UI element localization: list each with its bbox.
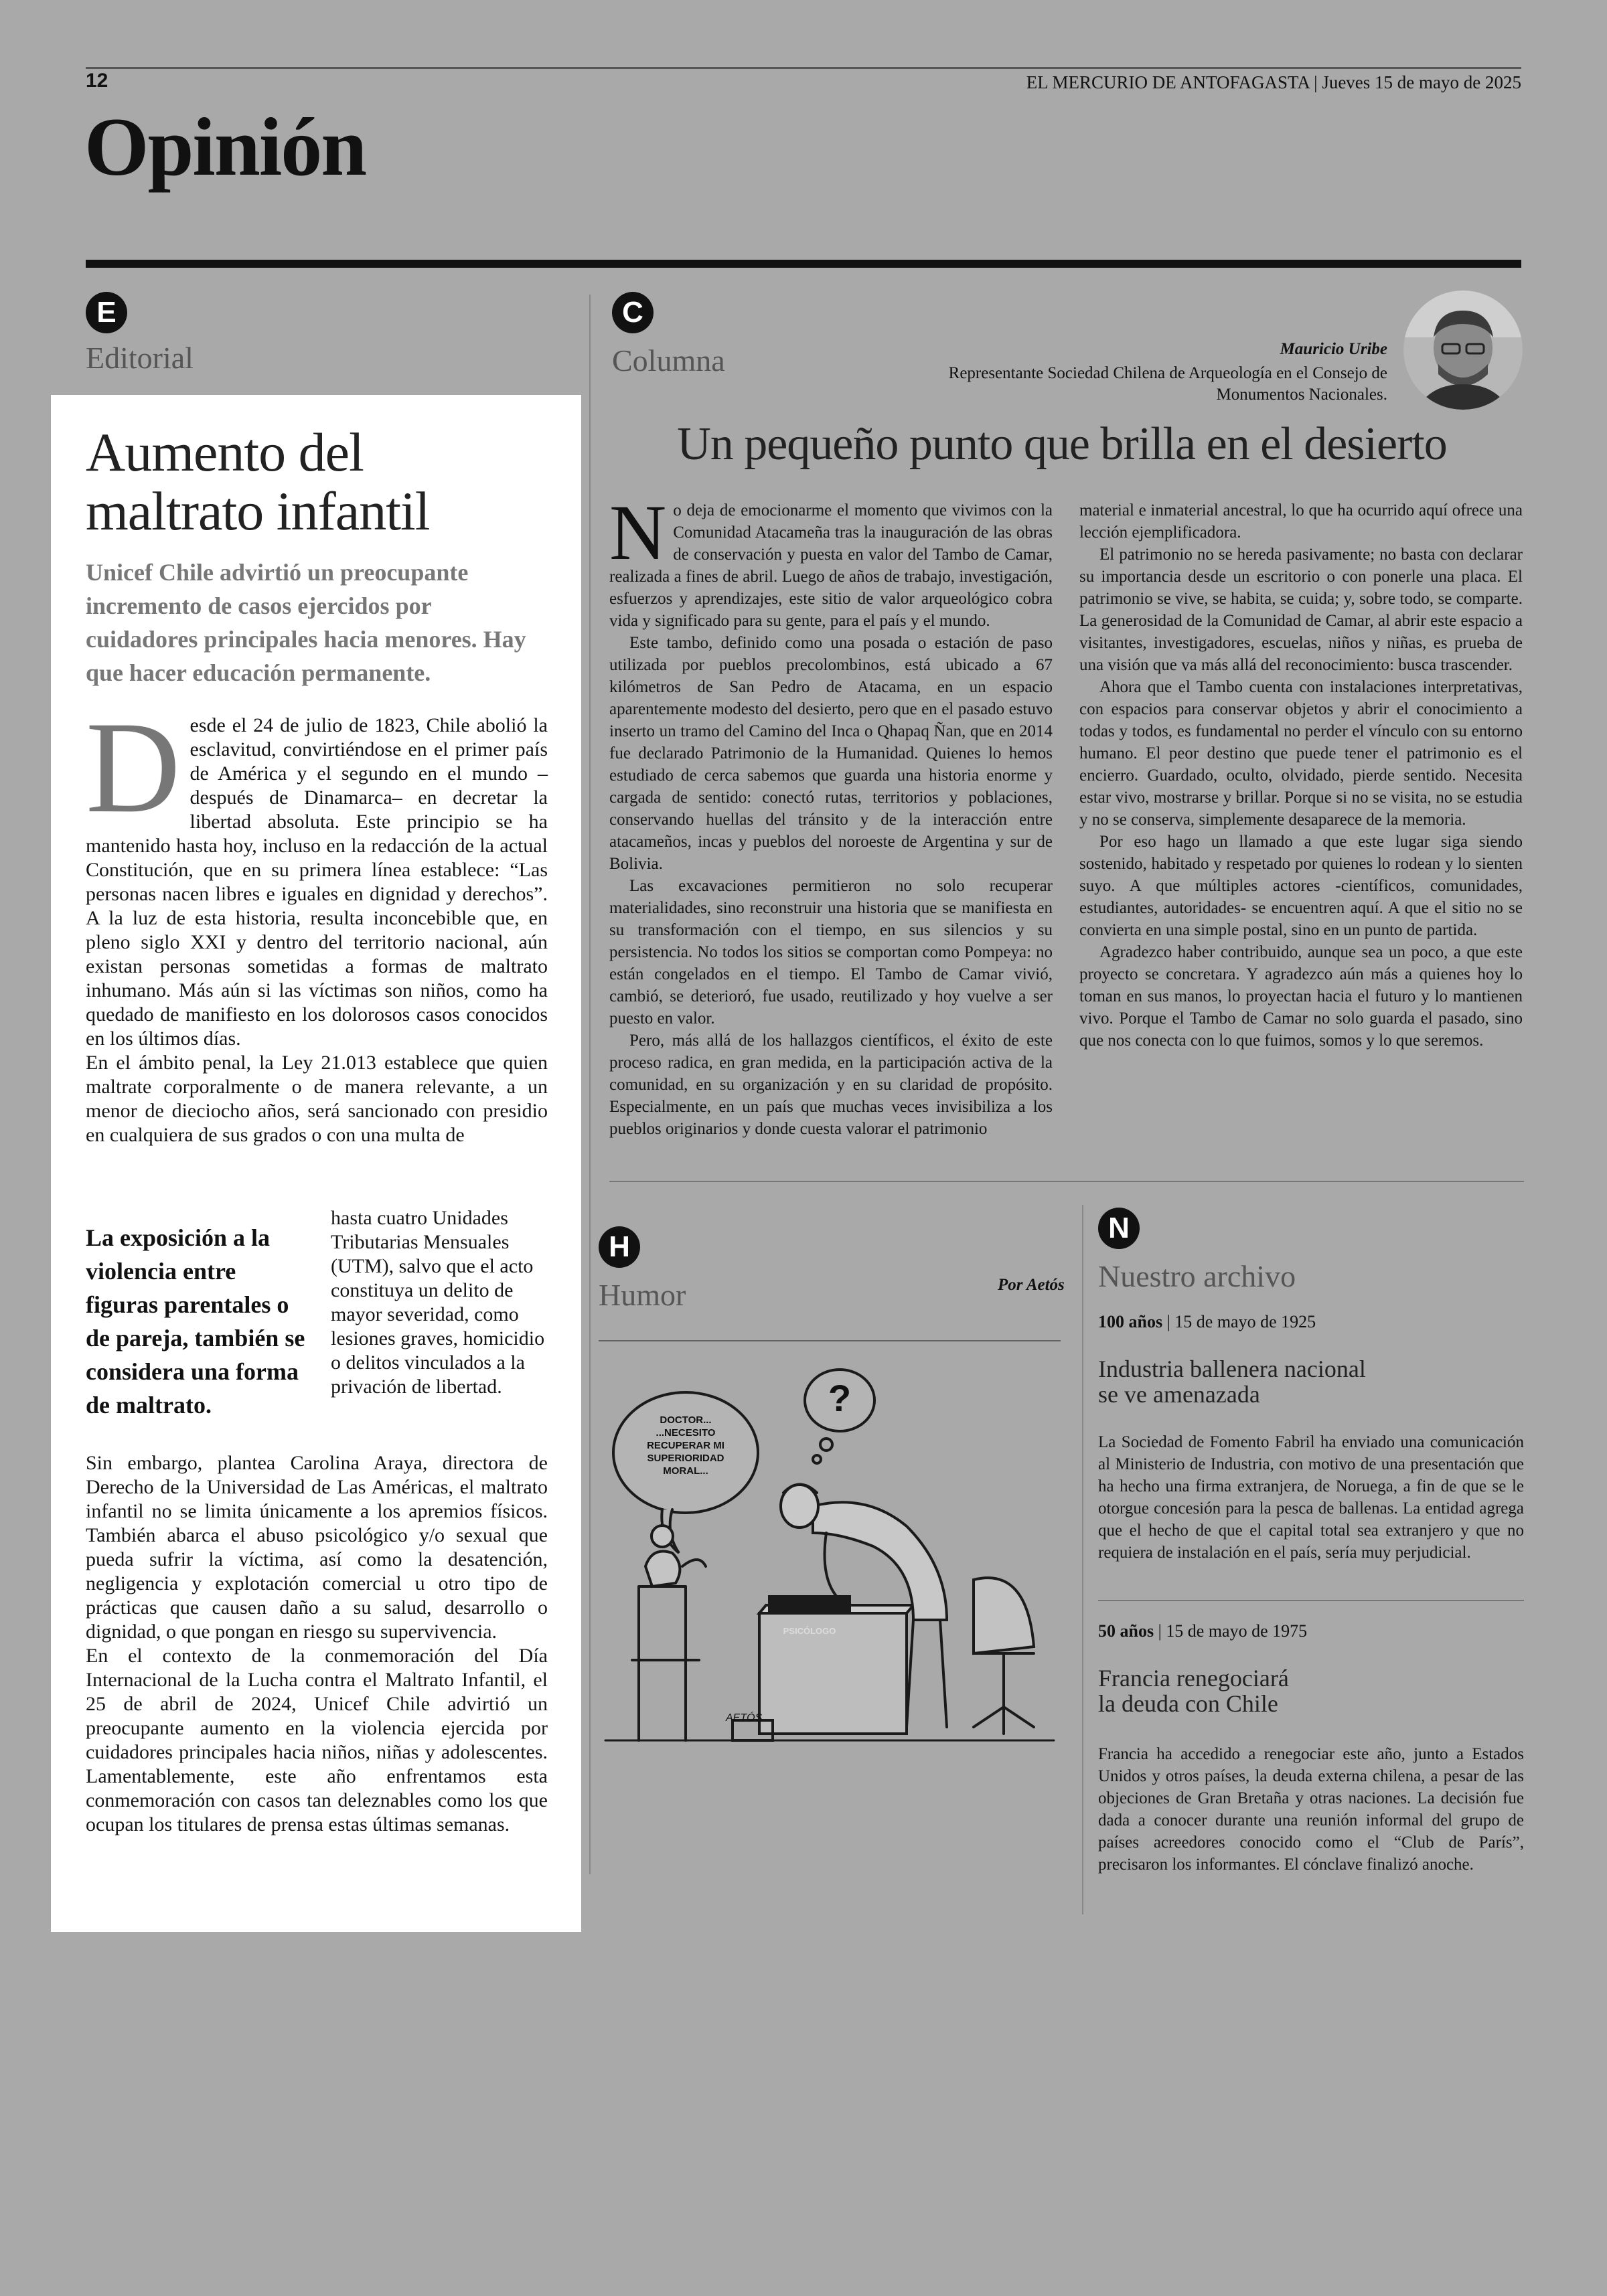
separator: | (1309, 72, 1322, 92)
archive-label: Nuestro archivo (1098, 1259, 1296, 1293)
column-right-paragraph-1: El patrimonio no se hereda pasivamente; no basta con declarar su importancia desde un escritorio o con ponerle una placa. El patrimonio se vive, se habita, se cuida; y, sobre todo, se comparte. La generosidad de la Comunidad de Camar, al abrir este espacio a visitantes, investigadores, escuelas, niños y niñas, es prueba de una visión que va más allá del reconocimiento: busca trascender. (1079, 546, 1523, 674)
editorial-deck: Unicef Chile advirtió un preocupante incremento de casos ejercidos por cuidadores principales hacia menores. Hay que hacer educación permanente. (86, 559, 526, 686)
cartoon-desk-sign: PSICÓLOGO (783, 1626, 836, 1636)
humor-rule (599, 1340, 1061, 1341)
section-title: Opinión (84, 101, 366, 193)
archive-item-2 (1098, 1620, 1524, 1876)
column-headline: Un pequeño punto que brilla en el desierto (677, 418, 1447, 470)
column-left-paragraph-2: Este tambo, definido como una posada o estación de paso utilizada por pueblos precolombinos, está ubicado a 67 kilómetros de San Pedro de Atacama, en un espacio aparentemente modesto del desierto, pero que en el pasado estuvo inserto un tramo del Camino del Inca o Qhapaq Ñan, que en 2014 fue declarado Patrimonio de la Humanidad. Quienes lo hemos estudiado de cerca sabemos que guarda una historia enorme y cargada de sentido: conectó rutas, territorios y poblaciones, conservando huellas del tránsito y de la interacción entre atacameños, incas y pueblos del noroeste de Argentina y sur de Bolivia. (609, 634, 1053, 873)
column-right-paragraph-2: Ahora que el Tambo cuenta con instalaciones interpretativas, con espacios para conservar objetos y abrir el conocimiento a todas y todos, es fundamental no perder el vínculo con su entorno humano. El peor destino que puede tener el patrimonio es el encierro. Guardado, oculto, olvidado, pierde sentido. Necesita estar vivo, mostrarse y brillar. Porque si no se visita, no se estudia y no se conserva, simplemente desaparece de la memoria. (1079, 678, 1523, 829)
archive-item-1-headline-line-1: Industria ballenera nacional (1098, 1356, 1366, 1382)
archive-item-2-years: 50 años (1098, 1621, 1154, 1641)
masthead: EL MERCURIO DE ANTOFAGASTA (1026, 72, 1310, 92)
column-right-paragraph-4: Agradezco haber contribuido, aunque sea un poco, a que este proyecto se concretara. Y agradezco aún más a quienes hoy lo toman en sus manos, lo proyectan hacia el futuro y lo mantienen vivo. Porque el Tambo de Camar no solo guarda el pasado, sino que nos conecta con lo que fuimos, somos y lo que seremos. (1079, 943, 1523, 1050)
archive-item-2-headline-line-1: Francia renegociará (1098, 1665, 1289, 1692)
editorial-paragraph-1: esde el 24 de julio de 1823, Chile abolió la esclavitud, convirtiéndose en el primer país de América y el segundo en el mundo –después de Dinamarca– en decretar la libertad absoluta. Este principio se ha mantenido hasta hoy, incluso en la redacción de la actual Constitución, que en su primera línea establece: “Las personas nacen libres e iguales en dignidad y derechos”. A la luz de esta historia, resulta inconcebible que, en pleno siglo XXI y dentro del territorio nacional, aún existan personas sometidas a formas de maltrato inhumano. Más aún si las víctimas son niños, como ha quedado de manifiesto en los dolorosos casos conocidos en los últimos días. (86, 714, 548, 1050)
top-rule (86, 67, 1521, 69)
archive-badge: N (1098, 1208, 1140, 1249)
archive-item-2-headline (1098, 1665, 1524, 1716)
archive-item-2-headline-line-2: la deuda con Chile (1098, 1690, 1278, 1717)
archive-divider (1082, 1205, 1083, 1914)
editorial-paragraph-2: En el ámbito penal, la Ley 21.013 establece que quien maltrate corporalmente o de manera relevante, a un menor de dieciocho años, será sancionado con presidio en cualquiera de sus grados o con una multa de (86, 1052, 548, 1146)
column-right-first: material e inmaterial ancestral, lo que ha ocurrido aquí ofrece una lección ejemplificadora. (1079, 501, 1523, 542)
editorial-paragraph-4: En el contexto de la conmemoración del Día Internacional de la Lucha contra el Maltrato Infantil, el 25 de abril de 2024, Unicef Chile advirtió un preocupante aumento en la violencia ejercida por cuidadores principales hacia niños, niñas y adolescentes. Lamentablemente, este año enfrentamos esta conmemoración con casos tan deleznables como los que ocupan los titulares de prensa estas últimas semanas. (86, 1645, 548, 1835)
humor-badge: H (599, 1226, 640, 1268)
humor-cartoon (599, 1366, 1061, 1754)
editorial-paragraph-2-cont: hasta cuatro Unidades Tributarias Mensuales (UTM), salvo que el acto constituya un delito de mayor severidad, como lesiones graves, homicidio o delitos vinculados a la privación de libertad. (331, 1207, 545, 1398)
archive-item-1 (1098, 1311, 1524, 1564)
editorial-badge: E (86, 292, 127, 333)
header-thick-rule (86, 260, 1521, 268)
archive-item-2-date: 15 de mayo de 1975 (1166, 1621, 1308, 1641)
cartoon-speech (625, 1414, 746, 1477)
column-bottom-rule (609, 1181, 1524, 1182)
editorial-label: Editorial (86, 341, 194, 375)
bubble-line-3: RECUPERAR MI (647, 1440, 724, 1451)
author-portrait-icon (1403, 291, 1523, 410)
editorial-headline (86, 423, 568, 541)
column-col-left (609, 489, 1053, 1140)
archive-item-2-body: Francia ha accedido a renegociar este año, junto a Estados Unidos y otros países, la deuda externa chilena, a pesar de las objeciones de Gran Bretaña y otras naciones. La decisión fue dada a conocer durante una reunión informal del grupo de países acreedores conocido como el “Club de París”, precisaron los informantes. El cónclave finalizó anoche. (1098, 1745, 1524, 1874)
column-right-paragraph-3: Por eso hago un llamado a que este lugar siga siendo sostenido, habitado y respetado por quienes lo rodean y lo sienten suyo. A que múltiples actores -científicos, comunidades, estudiantes, autoridades- se encuentren aquí. A que el sitio no se convierta en una simple postal, sino en un punto de partida. (1079, 833, 1523, 939)
editorial-body-bottom (86, 1451, 548, 1837)
editorial-box (51, 395, 581, 1932)
column-dropcap: N (609, 489, 667, 576)
masthead-date (1026, 72, 1521, 93)
column-col-right (1079, 499, 1523, 1052)
column-left-paragraph-4: Pero, más allá de los hallazgos científicos, el éxito de este proceso radica, en gran medida, en la participación activa de la comunidad, en su organización y en su claridad de propósito. Especialmente, en un país que muchas veces invisibiliza a los pueblos originarios y donde cuesta valorar el patrimonio (609, 1032, 1053, 1138)
cartoon-thought-mark: ? (828, 1377, 852, 1419)
cartoon-signature: AETÓS (726, 1712, 763, 1724)
headline-line-2: maltrato infantil (86, 481, 430, 542)
humor-byline: Por Aetós (998, 1276, 1065, 1294)
archive-item-1-body: La Sociedad de Fomento Fabril ha enviado una comunicación al Ministerio de Industria, con motivo de una presentación que ha hecho una firma extranjera, de Noruega, a fin de que se le otorgue concesión para la pesca de ballenas. La entidad agrega que el hecho de que el capital total sea extranjero y que no requiera de instalación en el país, sería muy perjudicial. (1098, 1433, 1524, 1562)
bubble-line-2: ...NECESITO (656, 1427, 716, 1439)
separator: | (1154, 1621, 1166, 1641)
headline-line-1: Aumento del (86, 422, 364, 483)
bubble-line-4: SUPERIORIDAD (647, 1453, 724, 1464)
column-author: Mauricio Uribe (1280, 340, 1387, 358)
column-left-paragraph-1: o deja de emocionarme el momento que vivimos con la Comunidad Atacameña tras la inauguración de las obras de conservación y puesta en valor del Tambo de Camar, realizada a fines de abril. Luego de años de trabajo, investigación, esfuerzos y aprendizajes, este sitio de valor arqueológico cobra vida y significado para su gente, para el país y el mundo. (609, 501, 1053, 630)
editorial-dropcap: D (86, 695, 181, 840)
author-photo (1403, 291, 1523, 410)
editorial-body-mid (331, 1206, 548, 1399)
page-number: 12 (86, 70, 108, 92)
bubble-line-5: MORAL... (663, 1465, 708, 1477)
editorial-body-top (86, 695, 548, 1147)
archive-item-1-headline (1098, 1356, 1524, 1407)
column-author-role: Representante Sociedad Chilena de Arqueología en el Consejo de Monumentos Nacionales. (948, 364, 1387, 404)
column-badge: C (612, 292, 654, 333)
archive-item-1-years: 100 años (1098, 1312, 1163, 1331)
column-divider (589, 295, 591, 1874)
archive-separator (1098, 1600, 1524, 1601)
editorial-paragraph-3: Sin embargo, plantea Carolina Araya, directora de Derecho de la Universidad de Las Américas, el maltrato infantil no se limita únicamente a los apremios físicos. También abarca el abuso psicológico y/o sexual que pueda sufrir la víctima, así como la desatención, negligencia y explotación comercial u otro tipo de prácticas que causen daño a su salud, desarrollo o dignidad, o que pongan en riesgo su supervivencia. (86, 1452, 548, 1643)
column-label: Columna (612, 343, 725, 378)
editorial-pullquote: La exposición a la violencia entre figuras parentales o de pareja, también se considera una forma de maltrato. (86, 1224, 305, 1418)
archive-item-2-dateline (1098, 1620, 1524, 1643)
column-left-paragraph-3: Las excavaciones permitieron no solo recuperar materialidades, sino reconstruir una historia que se manifiesta en su transformación con el tiempo, en sus silencios y su persistencia. No todos los sitios se comportan como Pompeya: no están congelados en el tiempo. El Tambo de Camar vivió, cambió, se deterioró, fue usado, reutilizado y hoy vuelve a ser puesto en valor. (609, 877, 1053, 1028)
archive-item-1-date: 15 de mayo de 1925 (1174, 1312, 1316, 1331)
archive-item-1-dateline (1098, 1311, 1524, 1333)
humor-label: Humor (599, 1278, 686, 1312)
separator: | (1162, 1312, 1175, 1331)
bubble-line-1: DOCTOR... (660, 1414, 712, 1426)
archive-item-1-headline-line-2: se ve amenazada (1098, 1381, 1260, 1408)
issue-date: Jueves 15 de mayo de 2025 (1322, 72, 1521, 92)
